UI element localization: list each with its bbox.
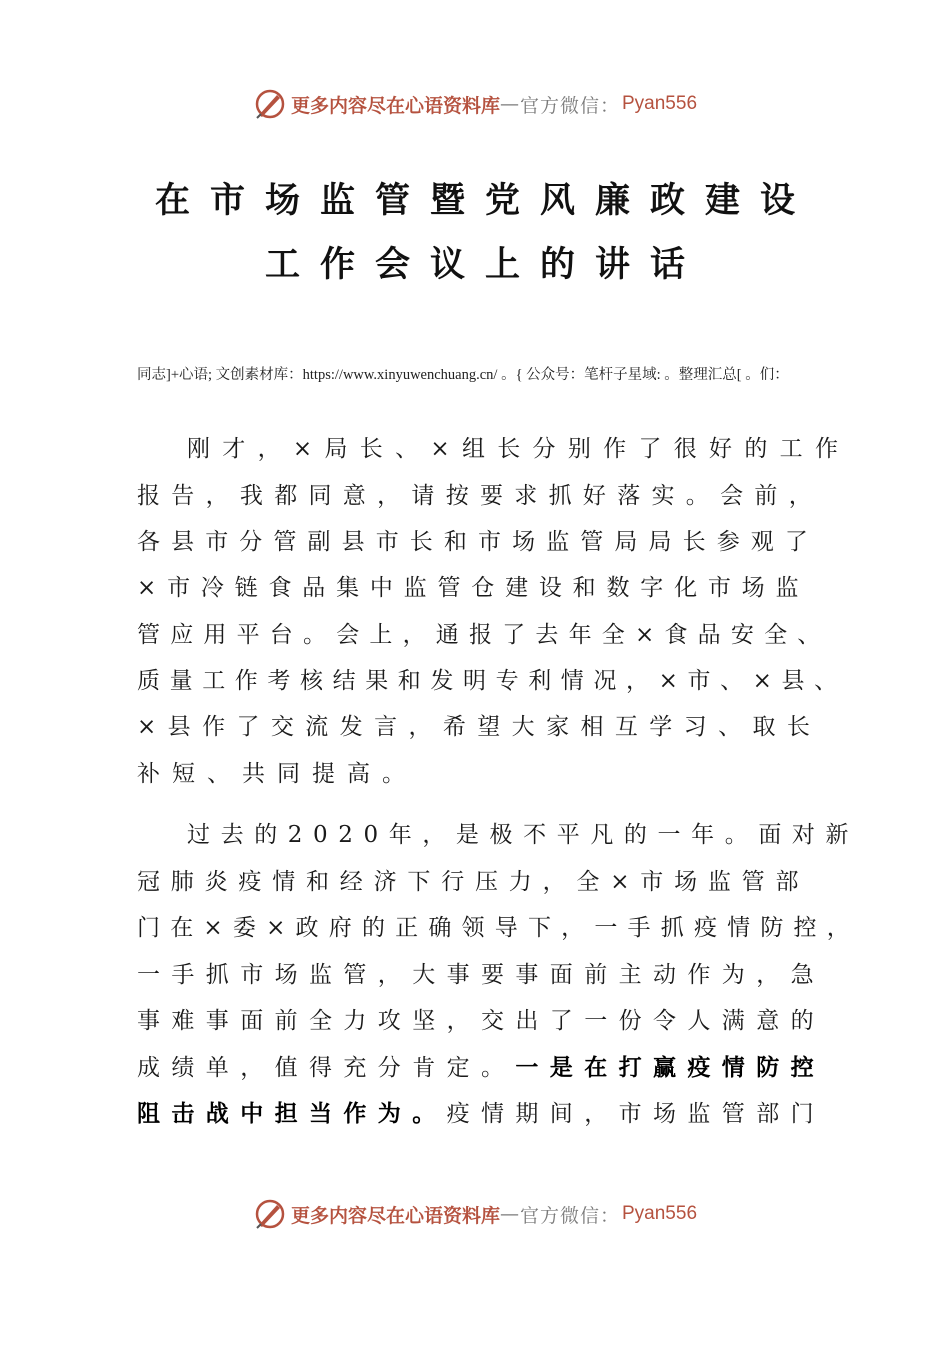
header-banner-dash: — bbox=[499, 93, 520, 115]
paragraph-1-line: 质量工作考核结果和发明专利情况，×市、×县、 bbox=[137, 668, 847, 694]
footer-banner-sub: 官方微信： bbox=[519, 1204, 620, 1227]
footer-banner-dash: — bbox=[499, 1203, 520, 1225]
paragraph-2-line-6-normal: 成绩单，值得充分肯定。 bbox=[137, 1055, 516, 1081]
pen-logo-icon bbox=[253, 1197, 287, 1231]
paragraph-2-line: 过去的2020年，是极不平凡的一年。面对新 bbox=[187, 822, 860, 848]
paragraph-1-line: 刚才，×局长、×组长分别作了很好的工作 bbox=[187, 436, 851, 462]
paragraph-1-line: ×市冷链食品集中监管仓建设和数字化市场监 bbox=[137, 575, 810, 601]
header-banner-sub: 官方微信： bbox=[519, 94, 620, 117]
document-title-line-2: 工作会议上的讲话 bbox=[264, 244, 705, 285]
footer-banner-main: 更多内容尽在心语资料库 bbox=[290, 1204, 500, 1227]
paragraph-2-line-6-bold: 一是在打赢疫情防控 bbox=[515, 1054, 826, 1081]
pen-logo-icon bbox=[253, 87, 287, 121]
paragraph-2-line: 冠肺炎疫情和经济下行压力，全×市场监管部 bbox=[137, 869, 810, 895]
paragraph-2-line-7-normal: 疫情期间，市场监管部门 bbox=[446, 1101, 826, 1127]
header-banner bbox=[0, 84, 950, 124]
header-banner-main: 更多内容尽在心语资料库 bbox=[290, 94, 500, 117]
header-banner-id: Pyan556 bbox=[622, 93, 698, 114]
paragraph-1-line: 管应用平台。会上，通报了去年全×食品安全、 bbox=[137, 622, 831, 648]
paragraph-1-line: 报告，我都同意，请按要求抓好落实。会前， bbox=[137, 483, 823, 509]
paragraph-2-line: 一手抓市场监管，大事要事面前主动作为，急 bbox=[137, 962, 825, 988]
paragraph-2-line-7-bold: 阻击战中担当作为。 bbox=[137, 1100, 447, 1127]
paragraph-1-line: 补短、共同提高。 bbox=[137, 761, 417, 787]
paragraph-2-line: 事难事面前全力攻坚，交出了一份令人满意的 bbox=[137, 1008, 825, 1034]
document-title-line-1: 在市场监管暨党风廉政建设 bbox=[154, 180, 815, 221]
paragraph-2-line: 门在×委×政府的正确领导下，一手抓疫情防控， bbox=[137, 915, 860, 941]
source-note: 同志]+心语; 文创素材库：https://www.xinyuwenchuang.cn/ 。{ 公众号：笔杆子星域: 。整理汇总[ 。们： bbox=[137, 367, 789, 383]
paragraph-1-line: 各县市分管副县市长和市场监管局局长参观了 bbox=[137, 529, 819, 555]
paragraph-2-line bbox=[137, 1050, 825, 1086]
footer-banner-id: Pyan556 bbox=[622, 1203, 698, 1224]
paragraph-1-line: ×县作了交流发言，希望大家相互学习、取长 bbox=[137, 714, 822, 740]
paragraph-2-line bbox=[137, 1096, 825, 1132]
footer-banner bbox=[0, 1194, 950, 1234]
